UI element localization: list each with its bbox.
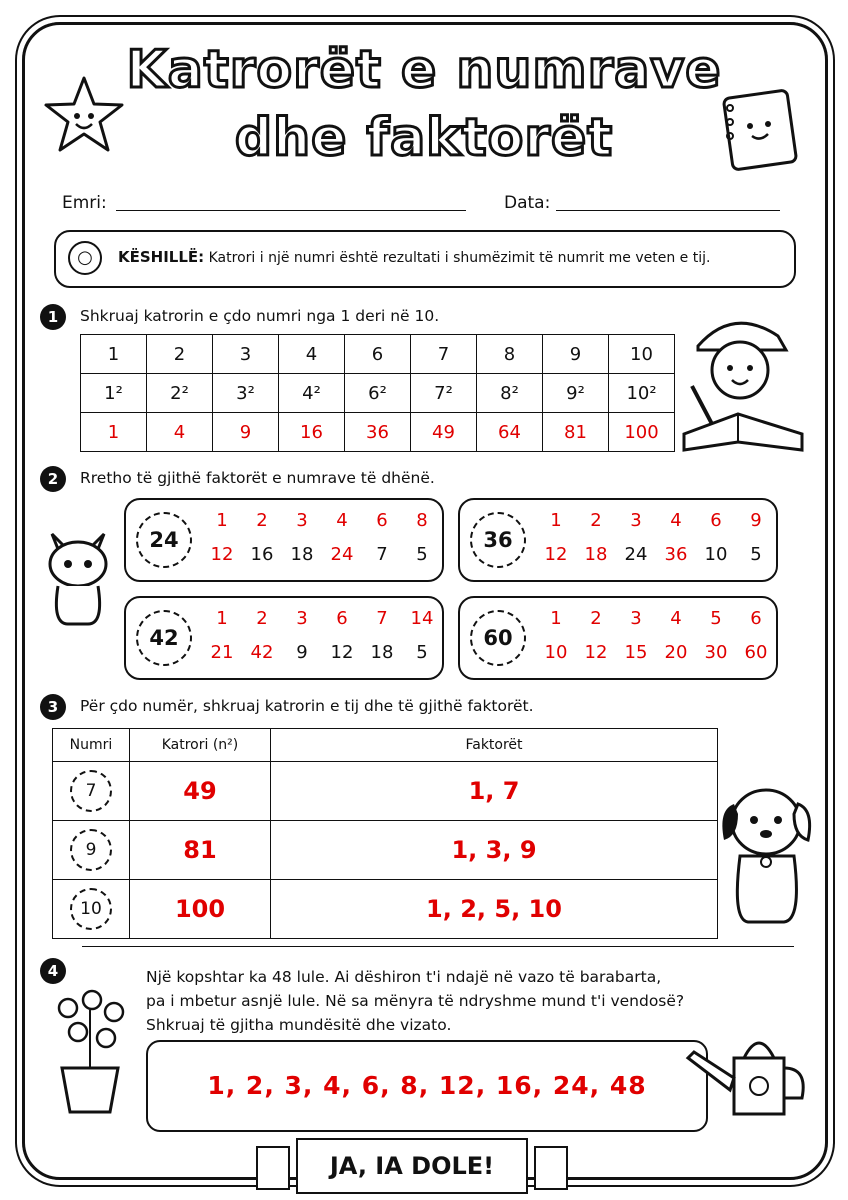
factor-candidate[interactable]: 18 (584, 544, 608, 565)
squares-cell: 64 (477, 413, 543, 452)
factor-candidate[interactable]: 3 (296, 510, 308, 531)
powers-cell: 10² (609, 374, 675, 413)
factor-candidate[interactable]: 7 (376, 608, 388, 629)
factor-candidate[interactable]: 8 (416, 510, 428, 531)
factor-candidate[interactable]: 2 (590, 510, 602, 531)
numbers-cell: 2 (147, 335, 213, 374)
powers-cell: 3² (213, 374, 279, 413)
squares-cell: 9 (213, 413, 279, 452)
numbers-cell: 7 (411, 335, 477, 374)
header-katrori: Katrori (n²) (130, 729, 271, 762)
square-cell[interactable]: 81 (130, 821, 271, 880)
row-number: 9 (70, 829, 112, 871)
factor-candidate[interactable]: 12 (210, 544, 234, 565)
factor-candidate[interactable]: 30 (704, 642, 728, 663)
factor-candidate[interactable]: 16 (250, 544, 274, 565)
factor-candidate[interactable]: 9 (296, 642, 308, 663)
date-field[interactable] (556, 210, 780, 211)
factor-candidate[interactable]: 9 (750, 510, 762, 531)
target-number: 42 (136, 610, 192, 666)
squares-cell: 1 (81, 413, 147, 452)
question-4-text-line-3: Shkruaj të gjitha mundësitë dhe vizato. (146, 1016, 452, 1034)
tip-text (118, 248, 710, 266)
factor-candidate[interactable]: 18 (370, 642, 394, 663)
square-factors-table (52, 728, 718, 939)
target-number: 24 (136, 512, 192, 568)
question-4-number: 4 (40, 958, 66, 984)
factor-candidate[interactable]: 7 (376, 544, 388, 565)
tip-box (54, 230, 796, 288)
numbers-cell: 8 (477, 335, 543, 374)
factor-candidate[interactable]: 4 (670, 608, 682, 629)
flower-pot-illustration (48, 988, 132, 1116)
factor-candidate[interactable]: 3 (296, 608, 308, 629)
cat-illustration (38, 520, 118, 630)
factor-candidate[interactable]: 1 (550, 608, 562, 629)
factor-candidate[interactable]: 1 (216, 510, 228, 531)
squares-cell: 4 (147, 413, 213, 452)
question-2-number: 2 (40, 466, 66, 492)
factor-candidate[interactable]: 2 (256, 510, 268, 531)
question-3-number: 3 (40, 694, 66, 720)
lightbulb-icon: ○ (68, 241, 102, 275)
factor-candidate[interactable]: 15 (624, 642, 648, 663)
powers-cell: 7² (411, 374, 477, 413)
factor-candidate[interactable]: 60 (744, 642, 768, 663)
squares-cell: 100 (609, 413, 675, 452)
star-illustration (42, 72, 126, 156)
factor-candidate[interactable]: 2 (590, 608, 602, 629)
factor-candidate[interactable]: 6 (376, 510, 388, 531)
powers-cell: 1² (81, 374, 147, 413)
factor-candidate[interactable]: 4 (670, 510, 682, 531)
date-label: Data: (504, 193, 551, 213)
question-3-text: Për çdo numër, shkruaj katrorin e tij dhe të gjithë faktorët. (80, 697, 534, 715)
powers-cell: 9² (543, 374, 609, 413)
number-cell (53, 762, 130, 821)
numbers-cell: 10 (609, 335, 675, 374)
factor-candidate[interactable]: 20 (664, 642, 688, 663)
boy-writing-illustration (678, 306, 808, 456)
factor-candidate[interactable]: 24 (624, 544, 648, 565)
factor-candidate[interactable]: 12 (584, 642, 608, 663)
title-line-2: dhe faktorët (234, 108, 614, 168)
factor-candidate[interactable]: 24 (330, 544, 354, 565)
factor-candidate[interactable]: 1 (216, 608, 228, 629)
numbers-cell: 9 (543, 335, 609, 374)
table-row (53, 762, 718, 821)
factor-candidate[interactable]: 2 (256, 608, 268, 629)
factor-candidate[interactable]: 12 (330, 642, 354, 663)
factor-candidate[interactable]: 5 (416, 544, 428, 565)
factor-group-42 (124, 596, 444, 680)
powers-cell: 4² (279, 374, 345, 413)
factor-candidate[interactable]: 3 (630, 608, 642, 629)
factor-group-36 (458, 498, 778, 582)
factor-group-24 (124, 498, 444, 582)
row-number: 7 (70, 770, 112, 812)
header-faktoret: Faktorët (271, 729, 718, 762)
squares-cell: 16 (279, 413, 345, 452)
number-cell (53, 821, 130, 880)
squares-cell: 49 (411, 413, 477, 452)
squares-cell: 36 (345, 413, 411, 452)
square-cell[interactable]: 100 (130, 880, 271, 939)
numbers-cell: 1 (81, 335, 147, 374)
table-row (53, 880, 718, 939)
target-number: 36 (470, 512, 526, 568)
question-1-number: 1 (40, 304, 66, 330)
factor-candidate[interactable]: 6 (710, 510, 722, 531)
factor-group-60 (458, 596, 778, 680)
watering-can-illustration (684, 1028, 814, 1118)
question-4-text-line-1: Një kopshtar ka 48 lule. Ai dëshiron t'i ndajë në vazo të barabarta, (146, 968, 662, 986)
tip-body: Katrori i një numri është rezultati i shumëzimit të numrit me veten e tij. (208, 250, 711, 266)
factor-candidate[interactable]: 21 (210, 642, 234, 663)
tip-heading: KËSHILLË: (118, 248, 205, 266)
name-field[interactable] (116, 210, 466, 211)
factor-candidate[interactable]: 36 (664, 544, 688, 565)
factors-cell[interactable]: 1, 3, 9 (271, 821, 718, 880)
factors-cell[interactable]: 1, 2, 5, 10 (271, 880, 718, 939)
header-numri: Numri (53, 729, 130, 762)
target-number: 60 (470, 610, 526, 666)
factor-candidate[interactable]: 42 (250, 642, 274, 663)
powers-cell: 6² (345, 374, 411, 413)
divider (82, 946, 794, 947)
factor-candidate[interactable]: 4 (336, 510, 348, 531)
numbers-cell: 6 (345, 335, 411, 374)
factor-candidate[interactable]: 10 (544, 642, 568, 663)
factor-candidate[interactable]: 14 (410, 608, 434, 629)
squares-cell: 81 (543, 413, 609, 452)
factor-candidate[interactable]: 12 (544, 544, 568, 565)
factor-candidate[interactable]: 1 (550, 510, 562, 531)
name-label: Emri: (62, 193, 107, 213)
squares-table (80, 334, 675, 452)
square-cell[interactable]: 49 (130, 762, 271, 821)
numbers-cell: 4 (279, 335, 345, 374)
factor-candidate[interactable]: 5 (710, 608, 722, 629)
answer-box[interactable]: 1, 2, 3, 4, 6, 8, 12, 16, 24, 48 (146, 1040, 708, 1132)
factor-candidate[interactable]: 3 (630, 510, 642, 531)
factor-candidate[interactable]: 18 (290, 544, 314, 565)
factors-cell[interactable]: 1, 7 (271, 762, 718, 821)
factor-candidate[interactable]: 6 (750, 608, 762, 629)
factor-candidate[interactable]: 10 (704, 544, 728, 565)
factor-candidate[interactable]: 6 (336, 608, 348, 629)
question-4-text-line-2: pa i mbetur asnjë lule. Në sa mënyra të ndryshme mund t'i vendosë? (146, 992, 685, 1010)
number-cell (53, 880, 130, 939)
row-number: 10 (70, 888, 112, 930)
question-1-text: Shkruaj katrorin e çdo numri nga 1 deri në 10. (80, 307, 440, 325)
table-row (53, 821, 718, 880)
title-line-1: Katrorët e numrave (126, 40, 722, 100)
notebook-illustration (716, 86, 806, 176)
puppy-illustration (714, 780, 818, 926)
factor-candidate[interactable]: 5 (416, 642, 428, 663)
factor-candidate[interactable]: 5 (750, 544, 762, 565)
powers-cell: 8² (477, 374, 543, 413)
numbers-cell: 3 (213, 335, 279, 374)
question-2-text: Rretho të gjithë faktorët e numrave të dhënë. (80, 469, 435, 487)
banner-ja-ia-dole: JA, IA DOLE! (296, 1138, 528, 1194)
powers-cell: 2² (147, 374, 213, 413)
